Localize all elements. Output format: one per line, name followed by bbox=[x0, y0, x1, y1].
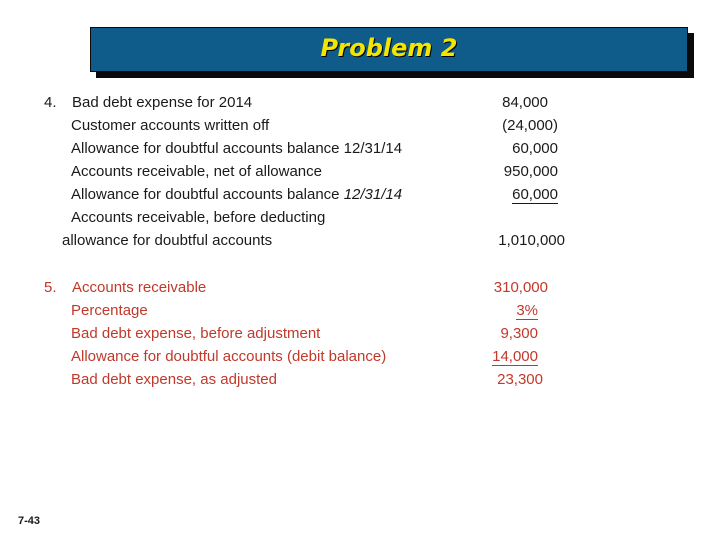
section-4-row-value: 84,000 bbox=[502, 94, 548, 111]
section-5-row-value: 9,300 bbox=[500, 325, 538, 342]
section-4-row-label: allowance for doubtful accounts bbox=[62, 232, 273, 249]
slide-title: Problem 2 bbox=[320, 34, 458, 62]
section-4-row-value: 60,000 bbox=[512, 140, 558, 157]
section-4-row-value: 1,010,000 bbox=[498, 232, 565, 249]
underlined-value: 14,000 bbox=[492, 348, 538, 365]
underlined-value: 3% bbox=[516, 302, 538, 319]
section-5-row-label: Allowance for doubtful accounts (debit balance) bbox=[71, 348, 387, 365]
underlined-value: 60,000 bbox=[512, 186, 558, 203]
slide-number: 7-43 bbox=[18, 515, 41, 527]
section-5-row-label: Percentage bbox=[71, 302, 148, 319]
section-5-row-label: Bad debt expense, as adjusted bbox=[71, 371, 277, 388]
section-5-row-value: 310,000 bbox=[493, 279, 548, 296]
section-5-row-label: Accounts receivable bbox=[72, 279, 207, 296]
title-banner bbox=[90, 27, 688, 72]
section-5-row-value bbox=[516, 302, 538, 320]
section-5-number: 5. bbox=[44, 279, 57, 296]
section-4-row-label: Accounts receivable, before deducting bbox=[71, 209, 326, 226]
label-date: 12/31/14 bbox=[343, 186, 403, 203]
section-4-row-value: (24,000) bbox=[502, 117, 558, 134]
label-prefix: Allowance for doubtful accounts balance bbox=[71, 186, 344, 203]
section-4-row-label bbox=[71, 186, 402, 204]
section-5-row-value: 23,300 bbox=[497, 371, 543, 388]
section-4-row-label: Customer accounts written off bbox=[71, 117, 270, 134]
section-4-row-value bbox=[512, 186, 558, 204]
section-5-row-value bbox=[492, 348, 538, 366]
section-4-number: 4. bbox=[44, 94, 57, 111]
section-4-row-label: Allowance for doubtful accounts balance 12/31/14 bbox=[71, 140, 403, 157]
section-4-row-label: Accounts receivable, net of allowance bbox=[71, 163, 322, 180]
section-4-row-label: Bad debt expense for 2014 bbox=[72, 94, 253, 111]
section-4-row-value: 950,000 bbox=[503, 163, 558, 180]
section-5-row-label: Bad debt expense, before adjustment bbox=[71, 325, 321, 342]
